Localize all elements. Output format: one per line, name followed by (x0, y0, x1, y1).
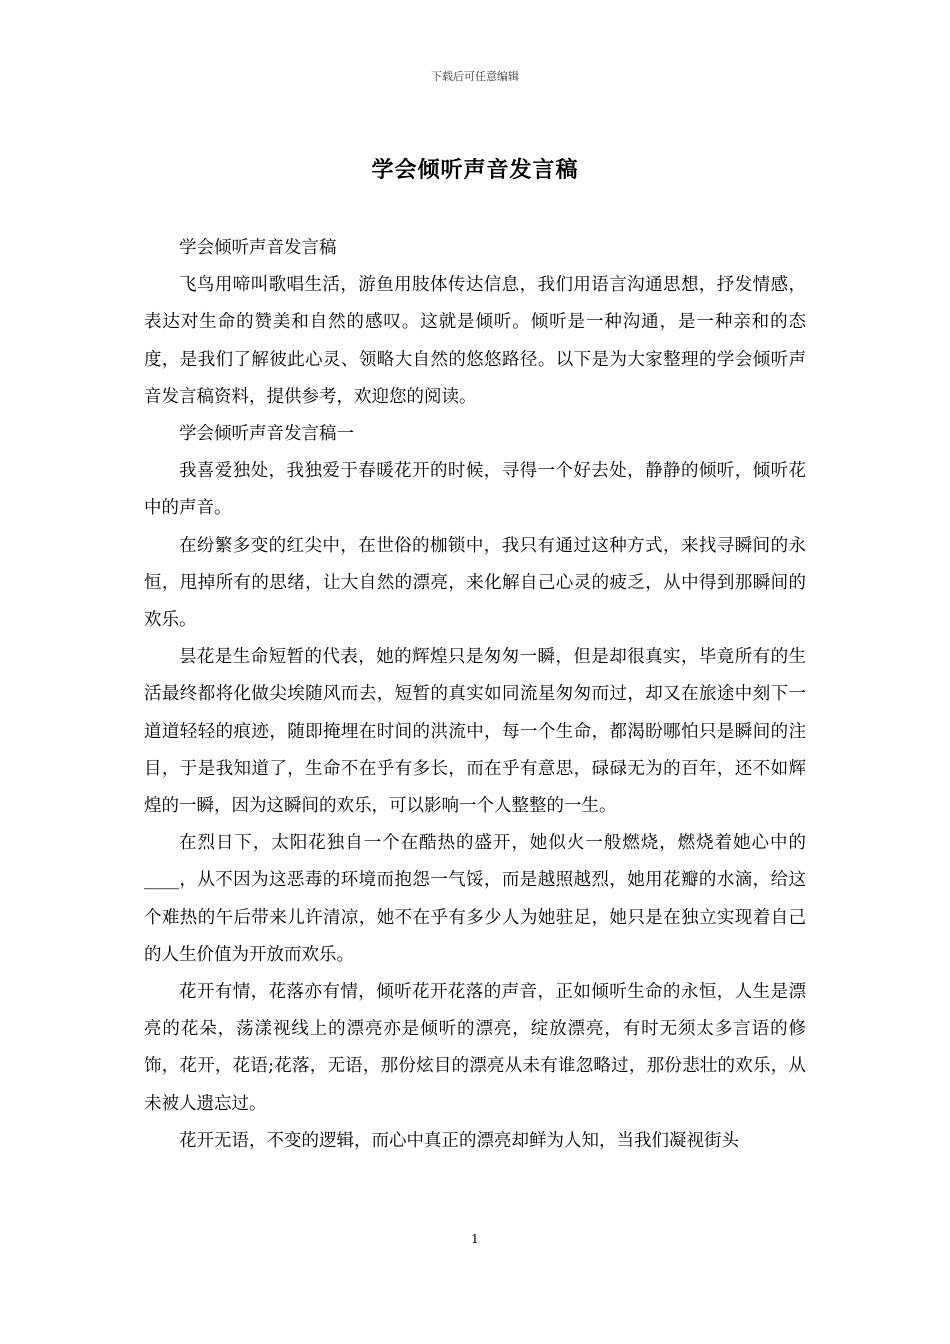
document-body (144, 230, 806, 1160)
paragraph: 学会倾听声音发言稿 (179, 238, 337, 258)
page-number: 1 (471, 1232, 479, 1246)
paragraph: 我喜爱独处，我独爱于春暖花开的时候，寻得一个好去处，静静的倾听，倾听花中的声音。 (144, 461, 806, 519)
paragraph: 飞鸟用啼叫歌唱生活，游鱼用肢体传达信息，我们用语言沟通思想，抒发情感，表达对生命的赞美和自然的感叹。这就是倾听。倾听是一种沟通，是一种亲和的态度，是我们了解彼此心灵、领略大自然的悠悠路径。以下是为大家整理的学会倾听声音发言稿资料，提供参考，欢迎您的阅读。 (144, 275, 806, 407)
paragraph: 在烈日下，太阳花独自一个在酷热的盛开，她似火一般燃烧，燃烧着她心中的____，从不因为这恶毒的环境而抱怨一气馁，而是越照越烈，她用花瓣的水滴，给这个难热的午后带来儿许清凉，她不在乎有多少人为她驻足，她只是在独立实现着自己的人生价值为开放而欢乐。 (144, 833, 806, 965)
header-note: 下载后可任意编辑 (431, 70, 519, 83)
paragraph: 学会倾听声音发言稿一 (179, 424, 354, 445)
paragraph: 花开无语，不变的逻辑，而心中真正的漂亮却鲜为人知，当我们凝视街头 (179, 1130, 739, 1151)
document-title: 学会倾听声音发言稿 (371, 157, 579, 183)
paragraph: 花开有情，花落亦有情，倾听花开花落的声音，正如倾听生命的永恒，人生是漂亮的花朵，荡漾视线上的漂亮亦是倾听的漂亮，绽放漂亮，有时无须太多言语的修饰，花开，花语;花落，无语，那份炫目的漂亮从未有谁忽略过，那份悲壮的欢乐，从未被人遗忘过。 (144, 982, 806, 1114)
paragraph: 在纷繁多变的红尖中，在世俗的枷锁中，我只有通过这种方式，来找寻瞬间的永恒，甩掉所有的思绪，让大自然的漂亮，来化解自己心灵的疲乏，从中得到那瞬间的欢乐。 (144, 535, 806, 631)
paragraph: 昙花是生命短暂的代表，她的辉煌只是匆匆一瞬，但是却很真实，毕竟所有的生活最终都将化做尖埃随风而去，短暂的真实如同流星匆匆而过，却又在旅途中刻下一道道轻轻的痕迹，随即掩埋在时间的洪流中，每一个生命，都渴盼哪怕只是瞬间的注目，于是我知道了，生命不在乎有多长，而在乎有意思，碌碌无为的百年，还不如辉煌的一瞬，因为这瞬间的欢乐，可以影响一个人整整的一生。 (144, 647, 806, 817)
